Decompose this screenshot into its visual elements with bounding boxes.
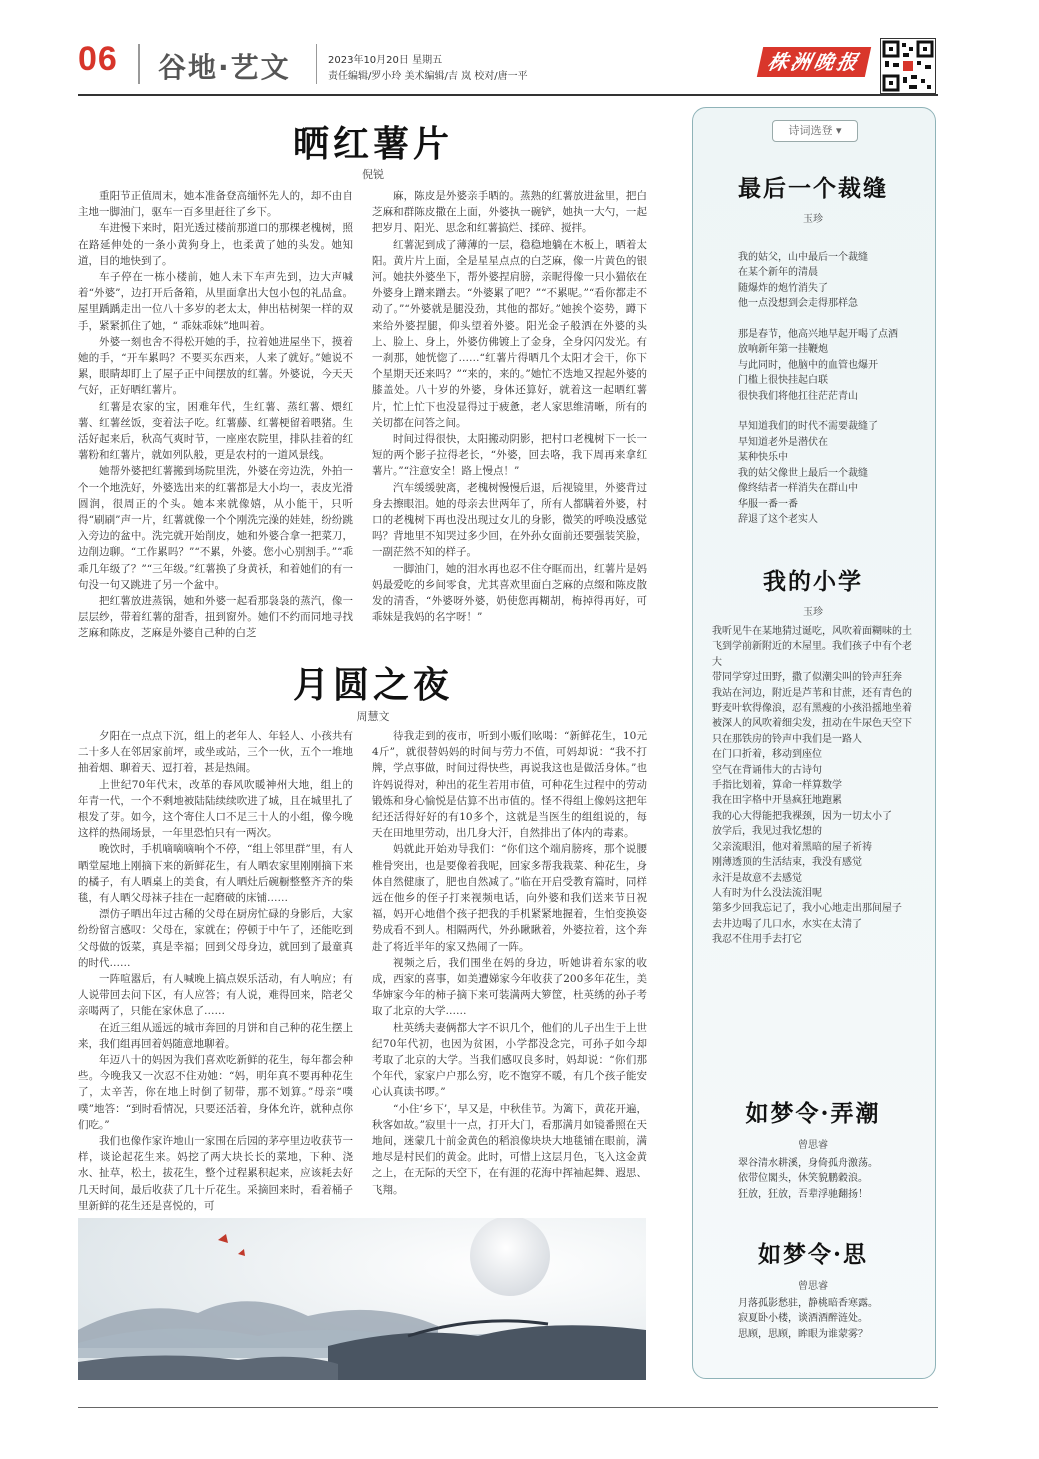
poem-author: 曾思睿 (798, 1140, 828, 1151)
poem-line: 狂放，狂放，吾辈浮驰翻扬！ (738, 1188, 868, 1200)
poem-line: 早知道老外是潜伏在 (738, 436, 828, 448)
editor-credits: 责任编辑/罗小玲 美术编辑/吉 岚 校对/唐一平 (328, 71, 528, 82)
poem-line: 翠谷清水耕溪，身倚孤舟激荡。 (738, 1158, 878, 1169)
paragraph: 红薯是农家的宝，困难年代，生红薯、蒸红薯、煨红薯、红薯丝饭，变着法子吃。红薯藤、红薯梗留着喂猪。生活好起来后，秋高气爽时节，一座座农院里，排队挂着的红薯粉和红薯片，就如列队般，更是农村的一道风景线。 (78, 400, 353, 462)
poem-line: 第多少回我忘记了，我小心地走出那间屋子 (712, 903, 902, 915)
poem-line: 他一点没想到会走得那样急 (738, 298, 858, 310)
paragraph: 妈就此开始劝导我们：“你们这个端肩膀疼，那个说腰椎骨突出，也是要像着我呢，回家多帮我栽菜、种花生，身体自然健康了，肥也自然减了。”临在开启受教育篇时，同样远在他乡的侄子打来视频电话，向外婆和我们送来节日祝福，妈开心地借个孩子把我的手机紧紧地握着，生怕变换姿势成看不到人。相隔两代，外孙瞅瞅着，外婆拉着，这个奔赴了将近半年的家又热闹了一阵。 (372, 843, 647, 953)
poem-author: 曾思睿 (798, 1281, 828, 1292)
qr-code-icon[interactable] (880, 38, 936, 94)
paragraph: 杜英绣夫妻俩都大字不识几个，他们的儿子出生于上世纪70年代初，也因为贫困，小学都没念完，可孙子如今却考取了北京的大学。当我们感叹良多时，妈却说：“你们那个年代，家家户户那么穷，吃不饱穿不暖，有几个孩子能安心认真读书啰。” (372, 1021, 647, 1099)
article-title: 晒红薯片 (292, 123, 453, 165)
article-title: 月圆之夜 (292, 664, 453, 706)
poem-line: 野麦叶软得像浪，忍有黑瘦的小孩沿摇地坐着 (712, 703, 912, 715)
poem-line: 我在田字格中开垦疯狂地跑累 (712, 795, 842, 807)
poem-title: 最后一个裁缝 (738, 175, 888, 202)
poem-line: 我听见牛在某地猜过诞吃，风吹着面糊味的土 (712, 626, 912, 637)
poem-line: 飞到学前新附近的木屋里。我们孩子中有个老大 (712, 641, 912, 668)
paragraph: 上世纪70年代末，改革的春风吹暖神州大地，组上的年青一代，一个不剩地被陆陆续续吹进了城，且在城里扎了根发了芽。如今，这个寄住人口不足三十人的小组，像今晚这样的热闹场景，一年里恐怕只有一两次。 (78, 778, 353, 840)
poem-title: 如梦令·思 (757, 1241, 868, 1268)
paragraph: 她帮外婆把红薯搬到场院里洗，外婆在旁边洗，外拍一个一个地洗好，外婆选出来的红薯都是大小均一，表皮光滑圆润，很周正的个头。她本来就像嬉，从小能干，只听得“刷刷”声一片，红薯就像一个个刚洗完澡的娃娃，纷纷跳入旁边的盆中。洗完就开始削皮，她和外婆合拿一把菜刀，边削边聊。“工作累吗？”“不累，外婆。您小心别割手。”“乖乖几年级了？”“三年级。”红薯换了身黄袄，和着她们的有一句没一句又跳进了另一个盆中。 (78, 465, 353, 591)
poem-body (738, 1156, 878, 1202)
poem-line: 空气在背诵伟大的古诗句 (712, 764, 822, 776)
poem-line: 随爆炸的炮竹消失了 (738, 282, 828, 294)
article-column (372, 728, 647, 1198)
paragraph: 年迈八十的妈因为我们喜欢吃新鲜的花生，每年都会种些。今晚我又一次忍不住劝她：“妈，明年真不要再种花生了，太辛苦，你在地上时倒了韧带，那不划算。”母亲“噗噗”地答：“到时看情况，只要还活着，身体允许，就种点你们吃。” (78, 1054, 353, 1131)
poem-line: 人有时为什么没法流泪呢 (712, 887, 822, 899)
paragraph: 红薯泥到成了薄薄的一层，稳稳地躺在木板上，晒着太阳。黄片片上面，全是星星点点的白芝麻，像一片黄色的银河。她扶外婆坐下，帮外婆捏肩膀，亲昵得像一只小猫依在外婆身上蹭来蹭去。“外婆累了吧？”“不累呢。”“看你都走不动了。”“外婆就是腿没劲，其他的都好。”她挨个姿势，蹲下来给外婆捏腿，仰头望着外婆。阳光金子般洒在外婆的头上、脸上、身上，外婆仿佛镀上了金身，全身闪闪发光。有一刹那，她恍惚了……“红薯片得晒几个太阳才会干，你下个星期天还来吗？”“来的，来的。”她忙不迭地又捏起外婆的膝盖处。八十岁的外婆，身体还算好，就着这一起晒红薯片，忙上忙下也没显得过于疲惫，老人家思维清晰，所有的关切都在问答之间。 (372, 238, 647, 429)
poem-line: 像终结者一样消失在群山中 (738, 483, 858, 495)
paragraph: 一脚油门，她的泪水再也忍不住夺眶而出，红薯片是妈妈最爱吃的乡间零食，尤其喜欢里面白芝麻的点缀和陈皮散发的清香，“外婆呀外婆，奶使您再糊胡，梅掉得再好，可乖妹是我妈的名字呀！” (372, 562, 647, 624)
poem-line: 思顾，思顾，眸眼为谁蒙雾？ (738, 1328, 868, 1340)
poem-line: 只在那铁房的铃声中我们是一路人 (712, 733, 862, 745)
paragraph: 晚饮时，手机嘀嘀嘀响个不停，“组上邻里群”里，有人晒堂屋地上刚摘下来的新鲜花生，有人晒农家里刚刚摘下来的橘子，有人晒桌上的美食，有人晒灶后碗橱整整齐齐的柴毯，有人晒父母袜子挂在一起磨破的床铺…… (78, 843, 353, 905)
poem-line: 我的姑父，山中最后一个裁缝 (738, 252, 868, 263)
poem-line: 我忍不住用手去打它 (712, 934, 802, 946)
poem-line: 与此同时，他脑中的血管也爆开 (738, 359, 878, 371)
paragraph: 视频之后，我们围坐在妈的身边，听她讲着东家的收成，西家的喜事，如美遭娣家今年收获了200多年花生，美华婶家今年的柿子摘下来可装满两大箩筐，杜英绣的孙子考取了北京的大学…… (372, 956, 647, 1018)
header-divider (316, 44, 317, 84)
poem-line: 放响新年第一挂鞭炮 (738, 344, 828, 356)
poem-line: 很快我们将他扛往茫茫青山 (738, 390, 858, 402)
poem-line: 被深人的风吹着细尖发，扭动在牛尿色天空下 (712, 718, 912, 730)
poem-line: 某种快乐中 (738, 452, 788, 464)
paragraph: 重阳节正值周末，她本准备登高缅怀先人的，却不由自主地一脚油门，驱车一百多里赶往了乡下。 (78, 190, 353, 219)
newspaper-logo: 株洲晚报 (757, 47, 871, 77)
poem-author: 玉珍 (803, 214, 823, 225)
article-column (372, 188, 647, 625)
paragraph: “小住‘乡下’，早又是，中秋佳节。为篱下，黄花开遍，秋客如故。”寂里十一点，打开大门，看那满月如镜番照在天地间，迷蒙几十前金黄色的稻浪像块块大地毯铺在眼前，满地尽是村民们的黄金。此时，可惜上这层月色，飞入这金黄之上，在无际的天空下，在有涯的花海中挥袖起舞、遐思、飞翔。 (372, 1102, 647, 1196)
poem-line: 那是春节，他高兴地早起开喝了点酒 (738, 329, 898, 341)
chevron-down-icon: ▾ (835, 124, 842, 137)
poem-title: 如梦令·弄潮 (745, 1100, 881, 1127)
paragraph: 麻，陈皮是外婆亲手晒的。蒸熟的红薯放进盆里，把白芝麻和群陈皮撒在上面，外婆执一碗铲，她执一大勺，一起把岁月、阳光、思念和红薯搞烂、揉碎、搅拌。 (372, 190, 647, 235)
header-rule (78, 94, 938, 96)
article-author: 倪锐 (362, 168, 384, 181)
paragraph: 车子停在一栋小楼前，她人未下车声先到，边大声喊着“外婆”，边打开后备箱，从里面拿出大包小包的礼品盒。屋里踽踽走出一位八十多岁的老太太，伸出枯树架一样的双手，紧紧抓住了她，“ 乖妹乖妹”地叫着。 (78, 271, 353, 332)
poem-line: 手指比划着，算命一样算数学 (712, 780, 842, 792)
paragraph: 在近三组从遥远的城市奔回的月饼和自己种的花生摆上来，我们组再回着妈随意地聊着。 (78, 1021, 353, 1050)
poem-line: 在门口折着，移动到座位 (712, 749, 822, 761)
paragraph: 外婆一刻也舍不得松开她的手，拉着她进屋坐下，摸着她的手，“开车累吗？不要买东西来，人来了就好。”她说不累，眼睛却盯上了屋子正中间摆放的红薯。外婆说，今天天气好，正好晒红薯片。 (78, 335, 353, 397)
article-column (78, 728, 353, 1214)
poem-line: 依带位閣头，休笑貌鹏穀浪。 (738, 1173, 868, 1185)
poem-line: 我的心大得能把我裸颈，因为一切太小了 (712, 810, 892, 822)
poem-line: 去井边喝了几口水，水实在太清了 (712, 918, 862, 930)
section-title: 谷地·艺文 (158, 51, 291, 84)
poem-body (738, 1296, 878, 1342)
paragraph: 把红薯放进蒸锅，她和外婆一起看那袅袅的蒸汽，像一层层纱，带着红薯的甜香，扭到窗外。她们不约而同地寻找芝麻和陈皮，芝麻是外婆自己种的白芝 (78, 595, 353, 640)
poem-line: 门槛上很快挂起白联 (738, 375, 828, 387)
poem-line: 我的姑父像世上最后一个裁缝 (738, 467, 868, 479)
poem-line: 辞退了这个老实人 (738, 513, 818, 525)
page-number: 06 (78, 40, 118, 78)
poem-line: 刚薄透顶的生活结束，我没有感觉 (712, 857, 862, 869)
article-column (78, 188, 353, 642)
poem-line: 我站在河边，附近是芦苇和甘蔗，还有青色的 (712, 687, 912, 699)
poem-author: 玉珍 (803, 607, 823, 618)
issue-date: 2023年10月20日 星期五 (328, 55, 443, 66)
poem-line: 永汗是故意不去感觉 (712, 872, 802, 884)
poem-line: 父亲流眼泪，他对着黑暗的屋子祈祷 (712, 841, 872, 853)
poem-line: 寂夏卧小楼，谈酒酒醉涟处。 (738, 1313, 868, 1325)
paragraph: 时间过得很快，太阳搬动阴影，把村口老槐树下一长一短的两个影子拉得老长，“外婆，回去咯，我下周再来拿红薯片。”“注意安全！路上慢点！” (372, 433, 647, 478)
poem-line: 早知道我们的时代不需要裁缝了 (738, 421, 878, 433)
footer-rule (78, 1407, 938, 1408)
poem-body (738, 250, 898, 527)
poem-line: 月落孤影愁驻，静桃暗香寒露。 (738, 1298, 878, 1309)
poem-line: 带同学穿过田野，撒了似潮尖叫的铃声狂奔 (712, 672, 902, 684)
sidebar-tag: 诗词选登 ▾ (772, 120, 858, 142)
poem-body (712, 624, 914, 948)
paragraph: 夕阳在一点点下沉，组上的老年人、年轻人、小孩共有二十多人在邻居家前坪，或坐或站，三个一伙，五个一堆地抽着烟、聊着天、逗打着，甚是热闹。 (78, 730, 353, 775)
paragraph: 汽车缓缓驶离，老槐树慢慢后退，后视镜里，外婆背过身去擦眼泪。她的母亲去世两年了，所有人都瞒着外婆，村口的老槐树下再也没出现过女儿的身影，微笑的呼唤没感觉吗？背地里不知哭过多少回，在外孙女面前还要强装笑脸，一副茫然不知的样子。 (372, 481, 647, 559)
header-divider (138, 44, 140, 84)
poem-line: 在某个新年的清晨 (738, 267, 818, 279)
poem-line (738, 404, 898, 419)
paragraph: 待我走到的夜市，听到小贩们吆喝：“新鲜花生，10元4斤”，就很替妈妈的时间与劳力不值，可妈却说：“我不打牌，学点事做，时间过得快些，再说我这也是做活身体。”也许妈说得对，种出的花生若用市值，可种花生过程中的劳动锻炼和身心愉悦是估算不出市值的。怪不得组上像妈这把年纪还活得好好的有10多个，这就是当医生的组组说的，每天在田地里劳动，出几身大汗，自然排出了体内的毒素。 (372, 730, 647, 840)
moon-landscape-illustration (78, 1218, 646, 1380)
poem-title: 我的小学 (763, 568, 863, 595)
paragraph: 一阵喧嚣后，有人喊晚上搞点娱乐活动，有人响应；有人说带回去问下区，有人应答；有人说，难得回来，陪老父亲喝两了，只能在家休息了…… (78, 973, 353, 1018)
poem-line (738, 312, 898, 327)
poem-line: 放学后，我见过我忆想的 (712, 826, 822, 838)
paragraph: 漂仿子晒出年过古稀的父母在厨房忙碌的身影后，大家纷纷留言感叹：父母在，家就在；停顿于中午了，还能吃到父母做的饭菜，真是幸福；回到父母身边，就回到了最童真的时代…… (78, 908, 353, 969)
paragraph: 车进慢下来时，阳光透过楼前那道口的那棵老槐树，照在路延伸处的一条小黄狗身上，也柔黄了她的头发。她知道，目的地快到了。 (78, 222, 353, 267)
poem-line: 华服一番一番 (738, 498, 798, 510)
paragraph: 我们也像作家许地山一家围在后园的茅亭里边收获节一样，谈论起花生来。妈挖了两大块长长的菜地，下种、浇水、扯草，松土，拔花生，整个过程累积起来，应该耗去好几天时间，最后收获了几十斤花生。采摘回来时，看着桶子里新鲜的花生还是喜悦的，可 (78, 1135, 353, 1212)
article-author: 周慧文 (356, 710, 390, 723)
